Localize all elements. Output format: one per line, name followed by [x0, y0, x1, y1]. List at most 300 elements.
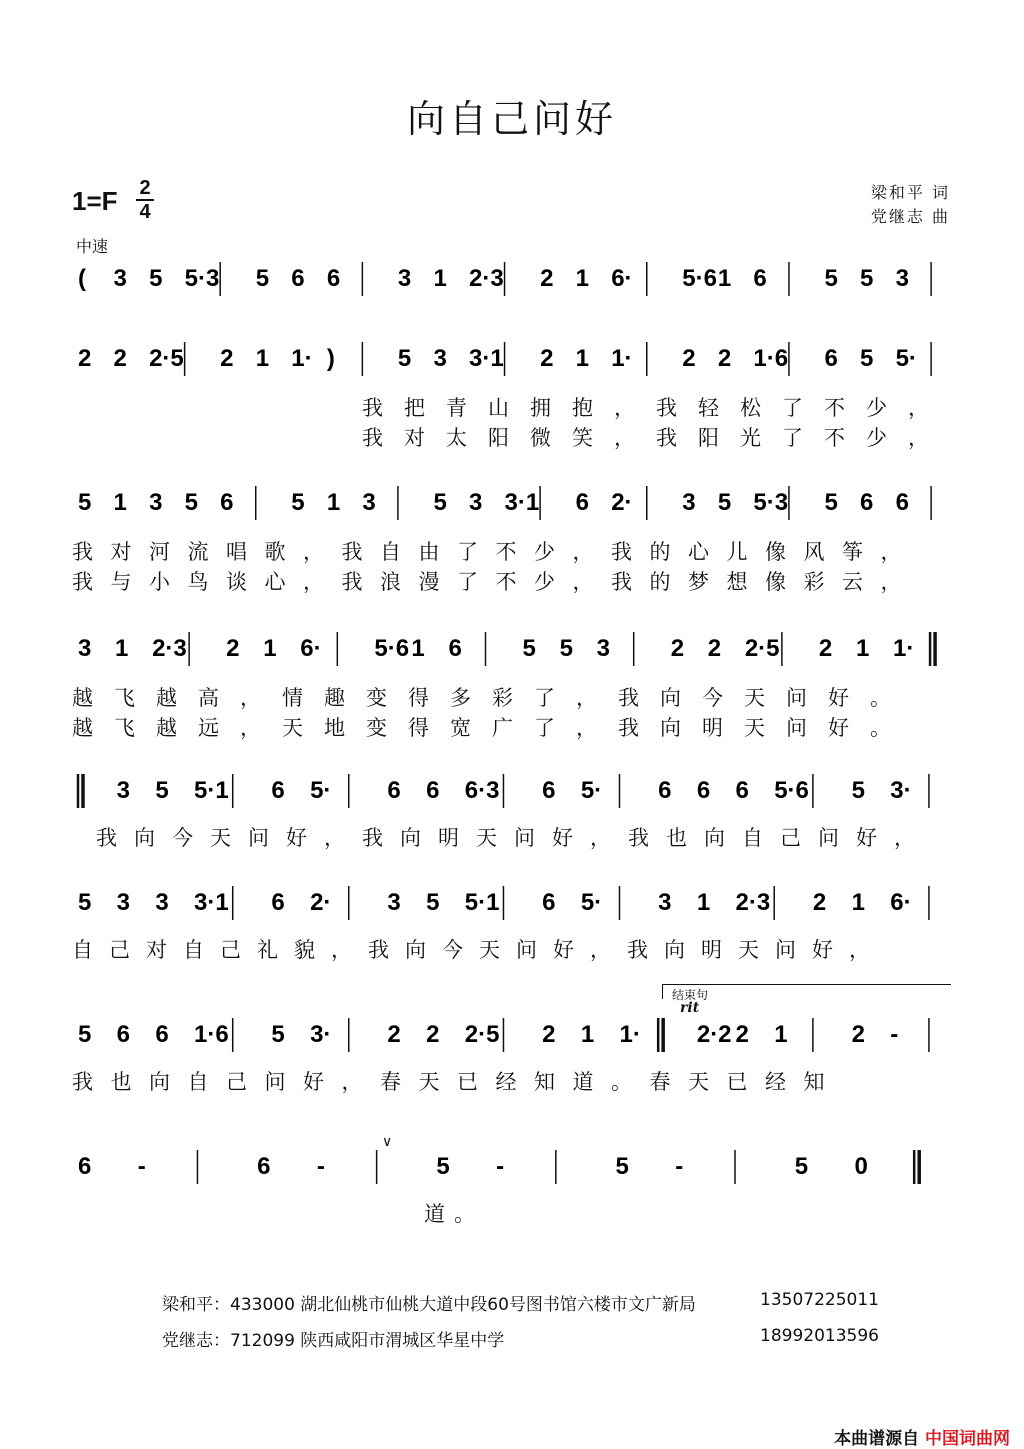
lyric-char: 道	[424, 1202, 445, 1226]
source-site-link[interactable]: 中国词曲网	[925, 1429, 1010, 1449]
lyric-char: ，	[341, 1070, 363, 1094]
time-signature-top: 2	[139, 177, 151, 199]
lyric-char: 越	[72, 716, 93, 740]
note: 6	[824, 345, 838, 372]
note: 1·	[611, 345, 633, 372]
score-line-7-svg	[72, 1018, 950, 1058]
lyric-char: 的	[649, 540, 671, 564]
lyric-char: 越	[156, 686, 177, 710]
note: 2	[220, 345, 234, 372]
lyric-char: 山	[488, 396, 509, 420]
lyric-char: 心	[264, 570, 286, 594]
score-line-1-svg	[72, 262, 950, 302]
note: 6	[116, 1021, 131, 1048]
note: 6	[860, 489, 874, 516]
note: 3·	[890, 777, 912, 804]
note: 1	[326, 489, 341, 516]
lyric-char: 自	[187, 1070, 209, 1094]
note: 6	[426, 777, 440, 804]
score-line-8-svg	[72, 1150, 950, 1190]
lyric-line-5	[72, 822, 950, 848]
note: 2·	[310, 889, 332, 916]
lyric-char: 由	[418, 540, 440, 564]
lyric-char: ，	[240, 686, 261, 710]
note: 2	[226, 635, 240, 662]
lyric-char: 了	[534, 716, 555, 740]
lyric-char: 也	[110, 1070, 132, 1094]
lyric-char: 像	[765, 570, 786, 594]
note: 5	[255, 265, 270, 292]
note: (	[78, 265, 86, 292]
lyric-char: 唱	[226, 540, 247, 564]
lyric-char: 我	[656, 426, 677, 450]
note: 1·6	[194, 1021, 229, 1048]
lyric-char: 飞	[114, 716, 135, 740]
lyric-char: 漫	[418, 570, 440, 594]
score-line-4	[72, 632, 950, 672]
lyric-char: 我	[611, 540, 632, 564]
lyric-char: 明	[702, 716, 723, 740]
score-line-5	[72, 774, 950, 814]
footer-lyricist-phone: 13507225011	[760, 1290, 879, 1310]
note: 2·3	[469, 265, 504, 292]
note: 6	[78, 1153, 92, 1180]
lyric-line-8	[72, 1198, 950, 1224]
lyric-char: 自	[380, 540, 401, 564]
note: 3	[78, 635, 92, 662]
note: 5	[851, 777, 865, 804]
note: 5·6	[774, 777, 809, 804]
lyric-char: 流	[187, 540, 209, 564]
lyric-char: ，	[614, 426, 635, 450]
note: 6·3	[464, 777, 500, 804]
note: 2	[717, 345, 732, 372]
lyric-char: 今	[172, 826, 193, 850]
score-line-8	[72, 1150, 950, 1190]
note: 6	[387, 777, 401, 804]
lyric-line-2-verse-1	[72, 392, 950, 418]
note: 2	[113, 345, 127, 372]
lyric-char: 河	[149, 540, 170, 564]
lyric-char: 向	[400, 826, 421, 850]
lyric-char: 。	[611, 1070, 632, 1094]
lyric-char: 彩	[492, 686, 513, 710]
score-line-1	[72, 262, 950, 302]
note: 6	[753, 265, 767, 292]
note: 6	[155, 1021, 169, 1048]
note: 5·	[895, 345, 917, 372]
lyric-char: 向	[704, 826, 725, 850]
lyric-char: 对	[110, 540, 132, 564]
note: 2·2	[696, 1021, 732, 1048]
note: 2	[812, 889, 827, 916]
lyric-char: 拥	[530, 396, 551, 420]
note: 1	[433, 265, 447, 292]
note: 2	[735, 1021, 749, 1048]
note: 3	[113, 265, 127, 292]
note: 5	[559, 635, 573, 662]
note: 1	[575, 265, 590, 292]
lyric-char: 光	[740, 426, 761, 450]
note: 1	[115, 635, 129, 662]
note: 5·6	[682, 265, 717, 292]
lyric-char: 小	[149, 570, 170, 594]
lyric-char: 抱	[572, 396, 593, 420]
lyric-char: 心	[688, 540, 709, 564]
note: 5	[860, 345, 874, 372]
bar-line	[78, 774, 83, 808]
note: 5	[433, 489, 447, 516]
lyric-char: 向	[664, 938, 685, 962]
note: 1	[411, 635, 425, 662]
note: 2·	[611, 489, 633, 516]
note: 2	[818, 635, 833, 662]
lyric-char: 天	[479, 938, 500, 962]
lyric-char: 问	[248, 826, 269, 850]
lyric-char: 我	[368, 938, 389, 962]
note: 2·5	[744, 635, 780, 662]
lyric-char: 己	[220, 938, 241, 962]
lyric-char: ，	[303, 570, 324, 594]
source-attribution	[834, 1424, 1010, 1449]
note: 1	[855, 635, 870, 662]
note: 1	[255, 345, 270, 372]
lyric-char: 越	[72, 686, 93, 710]
lyric-char: 己	[109, 938, 130, 962]
note: 3·1	[504, 489, 540, 516]
note: 3·	[310, 1021, 332, 1048]
note: 6	[326, 265, 341, 292]
score-line-7	[72, 1018, 950, 1058]
lyric-char: 我	[341, 570, 363, 594]
note: 5	[78, 1021, 92, 1048]
note: 6·	[300, 635, 322, 662]
lyric-char: 浪	[380, 570, 401, 594]
note: 5·	[580, 777, 603, 804]
lyric-char: 问	[786, 686, 807, 710]
lyric-char: 不	[824, 426, 845, 450]
lyric-char: ，	[614, 396, 635, 420]
note: 5	[824, 265, 838, 292]
note: 6·	[611, 265, 633, 292]
score-line-6-svg	[72, 886, 950, 926]
note: 5	[522, 635, 536, 662]
note: 6	[220, 489, 234, 516]
lyric-char: 明	[438, 826, 459, 850]
note: 5	[426, 889, 440, 916]
note: 3	[116, 889, 131, 916]
note: 3	[397, 265, 412, 292]
note: 1·	[619, 1021, 641, 1048]
note: 3	[895, 265, 909, 292]
lyric-line-3-verse-1	[72, 536, 950, 562]
lyric-char: 云	[842, 570, 863, 594]
lyric-char: 天	[476, 826, 497, 850]
lyric-char: 高	[198, 686, 219, 710]
note: -	[496, 1153, 505, 1180]
bar-line	[914, 1150, 919, 1184]
lyric-char: 。	[454, 1202, 475, 1226]
note: 2	[682, 345, 696, 372]
lyric-char: ，	[303, 540, 324, 564]
lyric-char: 对	[146, 938, 167, 962]
key-signature: 1=F	[72, 186, 118, 216]
bar-line	[930, 632, 935, 666]
lyric-char: 我	[72, 540, 93, 564]
note: 5	[436, 1153, 450, 1180]
note: 1	[580, 1021, 595, 1048]
note: 1	[575, 345, 590, 372]
lyric-char: 远	[198, 716, 219, 740]
note: 2	[707, 635, 722, 662]
note: 1·	[291, 345, 313, 372]
lyric-char: 彩	[803, 570, 825, 594]
note: 5	[615, 1153, 629, 1180]
note: 3·1	[194, 889, 229, 916]
note: 5	[78, 489, 92, 516]
lyric-char: 天	[418, 1070, 440, 1094]
note: 5·	[310, 777, 332, 804]
score-line-2	[72, 342, 950, 382]
note: 6	[658, 777, 672, 804]
lyric-char: 与	[110, 570, 132, 594]
note: 3	[433, 345, 447, 372]
note: -	[890, 1021, 899, 1048]
note: 6	[257, 1153, 271, 1180]
lyric-char: 天	[744, 716, 765, 740]
lyric-char: 了	[782, 396, 803, 420]
lyric-char: 已	[726, 1070, 748, 1094]
rit-marking: rit	[680, 1000, 700, 1016]
note: 2	[542, 1021, 556, 1048]
lyric-char: 筝	[842, 540, 863, 564]
lyric-char: 我	[341, 540, 363, 564]
lyric-char: 我	[618, 686, 639, 710]
note: 3	[155, 889, 169, 916]
note: 5	[184, 489, 198, 516]
note: 5	[155, 777, 169, 804]
note: 1·	[893, 635, 915, 662]
score-line-6	[72, 886, 950, 926]
lyric-char: 得	[408, 716, 429, 740]
note: 1	[696, 889, 711, 916]
lyric-char: 问	[818, 826, 839, 850]
lyric-char: 经	[765, 1070, 786, 1094]
lyric-char: 把	[404, 396, 425, 420]
note: 3	[596, 635, 611, 662]
lyric-char: 越	[156, 716, 177, 740]
note: 2·3	[735, 889, 771, 916]
note: 6	[271, 889, 285, 916]
lyric-char: 笑	[572, 426, 593, 450]
lyric-line-4-verse-2	[72, 712, 950, 738]
lyric-char: 少	[866, 426, 887, 450]
note: 5	[824, 489, 838, 516]
note: 5	[78, 889, 92, 916]
note: 0	[854, 1153, 868, 1180]
lyric-char: 向	[405, 938, 426, 962]
lyric-char: 春	[649, 1070, 671, 1094]
lyric-char: 不	[495, 570, 517, 594]
note: 5·3	[184, 265, 220, 292]
note: 3	[658, 889, 672, 916]
lyric-char: 明	[701, 938, 722, 962]
note: 6	[735, 777, 749, 804]
lyric-char: 春	[380, 1070, 401, 1094]
lyric-char: 多	[450, 686, 471, 710]
lyric-char: 不	[495, 540, 517, 564]
lyric-char: 不	[824, 396, 845, 420]
lyric-char: 宽	[450, 716, 471, 740]
note: )	[326, 345, 335, 372]
lyric-char: 我	[72, 1070, 93, 1094]
lyric-char: 我	[72, 570, 93, 594]
lyric-char: 情	[282, 686, 303, 710]
lyric-char: 知	[534, 1070, 555, 1094]
lyric-char: 好	[828, 716, 849, 740]
lyric-char: ，	[572, 570, 594, 594]
lyric-char: 我	[656, 396, 677, 420]
score-line-5-svg	[72, 774, 950, 814]
lyric-char: 我	[628, 826, 649, 850]
note: 6	[271, 777, 285, 804]
bar-line	[658, 1018, 663, 1052]
lyric-char: 地	[324, 716, 345, 740]
lyric-char: 天	[210, 826, 231, 850]
note: 1	[113, 489, 127, 516]
lyric-line-7	[72, 1066, 950, 1092]
lyric-char: 好	[286, 826, 307, 850]
lyric-char: 轻	[698, 396, 719, 420]
note: 2	[540, 265, 554, 292]
lyric-char: 天	[282, 716, 303, 740]
note: 2·5	[464, 1021, 500, 1048]
note: 2	[78, 345, 92, 372]
lyric-char: 我	[611, 570, 632, 594]
page-title: 向自己问好	[406, 97, 617, 141]
lyric-char: 的	[649, 570, 671, 594]
lyric-char: 问	[514, 826, 535, 850]
lyric-char: 我	[362, 826, 383, 850]
note: 2·3	[152, 635, 187, 662]
time-signature-bottom: 4	[139, 201, 151, 223]
lyric-char: 道	[572, 1070, 594, 1094]
score-line-2-svg	[72, 342, 950, 382]
lyric-line-2-verse-2	[72, 422, 950, 448]
note: 2·5	[149, 345, 184, 372]
lyric-char: 向	[149, 1070, 170, 1094]
lyric-char: 微	[530, 426, 551, 450]
lyric-char: ，	[894, 826, 915, 850]
lyric-char: 也	[666, 826, 687, 850]
lyric-char: 少	[534, 540, 555, 564]
lyric-char: 我	[618, 716, 639, 740]
lyricist-credit: 梁和平 词	[870, 183, 950, 202]
note: 5·1	[464, 889, 500, 916]
lyric-char: 广	[492, 716, 513, 740]
lyric-char: 好	[552, 826, 573, 850]
lyric-char: ，	[590, 938, 611, 962]
lyric-char: 我	[627, 938, 648, 962]
source-prefix: 本曲谱源自	[834, 1429, 920, 1449]
lyric-char: 太	[446, 426, 467, 450]
lyric-char: 问	[775, 938, 796, 962]
note: 3	[149, 489, 163, 516]
note: 5	[397, 345, 412, 372]
lyric-char: 我	[362, 396, 383, 420]
footer-composer-phone: 18992013596	[760, 1326, 879, 1346]
note: 5	[149, 265, 163, 292]
lyric-char: 梦	[688, 570, 709, 594]
lyric-char: 天	[688, 1070, 709, 1094]
lyric-char: 向	[660, 716, 681, 740]
lyric-char: 好	[553, 938, 574, 962]
lyric-line-3-verse-2	[72, 566, 950, 592]
lyric-char: 飞	[114, 686, 135, 710]
lyric-char: 松	[740, 396, 761, 420]
note: 2	[426, 1021, 440, 1048]
lyric-char: 歌	[264, 540, 286, 564]
lyric-char: 问	[786, 716, 807, 740]
lyric-char: 我	[362, 426, 383, 450]
note: 6	[448, 635, 462, 662]
lyric-char: 礼	[257, 938, 278, 962]
note: 6	[542, 889, 556, 916]
lyric-char: 儿	[726, 540, 748, 564]
lyric-char: 风	[803, 540, 825, 564]
note: 3·1	[469, 345, 504, 372]
lyric-char: 向	[134, 826, 155, 850]
lyric-char: ，	[880, 570, 902, 594]
time-signature	[136, 178, 154, 222]
lyric-char: 今	[442, 938, 463, 962]
lyric-char: 鸟	[187, 570, 209, 594]
lyric-char: 像	[765, 540, 786, 564]
lyric-char: ，	[576, 716, 597, 740]
lyric-char: 好	[812, 938, 833, 962]
footer-composer-info: 党继志：712099 陕西咸阳市渭城区华星中学	[162, 1331, 505, 1351]
score-line-4-svg	[72, 632, 950, 672]
note: -	[137, 1153, 146, 1180]
note: 2	[387, 1021, 401, 1048]
lyric-char: ，	[590, 826, 611, 850]
note: 3	[469, 489, 483, 516]
note: 1·6	[753, 345, 789, 372]
lyric-char: 少	[534, 570, 555, 594]
note: 5·3	[753, 489, 789, 516]
note: -	[675, 1153, 684, 1180]
lyric-char: 了	[534, 686, 555, 710]
note: -	[316, 1153, 325, 1180]
lyric-char: 向	[660, 686, 681, 710]
ending-label: 结束句	[672, 988, 709, 1002]
lyric-char: ，	[324, 826, 345, 850]
lyric-char: 问	[264, 1070, 286, 1094]
note: 1	[717, 265, 732, 292]
note: 1	[774, 1021, 788, 1048]
note: 2	[851, 1021, 865, 1048]
note: 6	[575, 489, 590, 516]
note: 5	[271, 1021, 285, 1048]
note: 3	[387, 889, 401, 916]
lyric-char: 趣	[324, 686, 345, 710]
lyric-line-4-verse-1	[72, 682, 950, 708]
lyric-char: 今	[702, 686, 723, 710]
lyric-char: 自	[742, 826, 763, 850]
note: 6	[895, 489, 909, 516]
lyric-char: 己	[780, 826, 801, 850]
composer-credit: 党继志 曲	[870, 207, 950, 226]
